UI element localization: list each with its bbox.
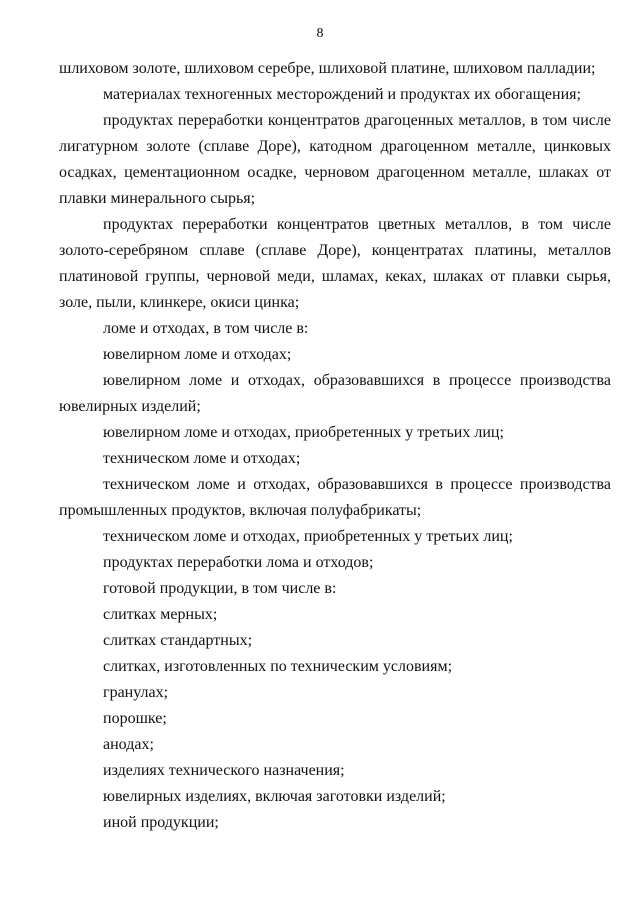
- paragraph: готовой продукции, в том числе в:: [103, 580, 337, 597]
- paragraph: материалах техногенных месторождений и продуктах их обогащения;: [103, 86, 581, 103]
- paragraph: гранулах;: [103, 684, 169, 701]
- paragraph: техническом ломе и отходах, приобретенных у третьих лиц;: [103, 528, 513, 545]
- paragraph: продуктах переработки концентратов драгоценных металлов, в том числе лигатурном золоте (сплаве Доре), катодном драгоценном металле, цинковых осадках, цементационном осадке, черновом драгоценном металле, шлаках от плавки минерального сырья;: [59, 112, 611, 207]
- page-number: 8: [316, 26, 324, 41]
- paragraph: изделиях технического назначения;: [103, 762, 345, 779]
- paragraph: продуктах переработки концентратов цветных металлов, в том числе золото-серебряном сплаве (сплаве Доре), концентратах платины, металлов платиновой группы, черновой меди, шламах, кеках, шлаках от плавки сырья, золе, пыли, клинкере, окиси цинка;: [59, 216, 611, 311]
- paragraph: слитках мерных;: [103, 606, 218, 623]
- paragraph: анодах;: [103, 736, 154, 753]
- paragraph: порошке;: [103, 710, 167, 727]
- paragraph: техническом ломе и отходах, образовавшихся в процессе производства промышленных продуктов, включая полуфабрикаты;: [59, 476, 611, 519]
- paragraph: слитках стандартных;: [103, 632, 253, 649]
- document-body: [59, 56, 611, 836]
- paragraph: ювелирном ломе и отходах;: [103, 346, 292, 363]
- paragraph: шлиховом золоте, шлиховом серебре, шлиховой платине, шлиховом палладии;: [59, 60, 596, 77]
- paragraph: ювелирном ломе и отходах, приобретенных у третьих лиц;: [103, 424, 504, 441]
- paragraph: иной продукции;: [103, 814, 219, 831]
- paragraph: техническом ломе и отходах;: [103, 450, 301, 467]
- paragraph: слитках, изготовленных по техническим условиям;: [103, 658, 453, 675]
- paragraph: продуктах переработки лома и отходов;: [103, 554, 374, 571]
- paragraph: ювелирных изделиях, включая заготовки изделий;: [103, 788, 446, 805]
- paragraph: ломе и отходах, в том числе в:: [103, 320, 309, 337]
- paragraph: ювелирном ломе и отходах, образовавшихся в процессе производства ювелирных изделий;: [59, 372, 611, 415]
